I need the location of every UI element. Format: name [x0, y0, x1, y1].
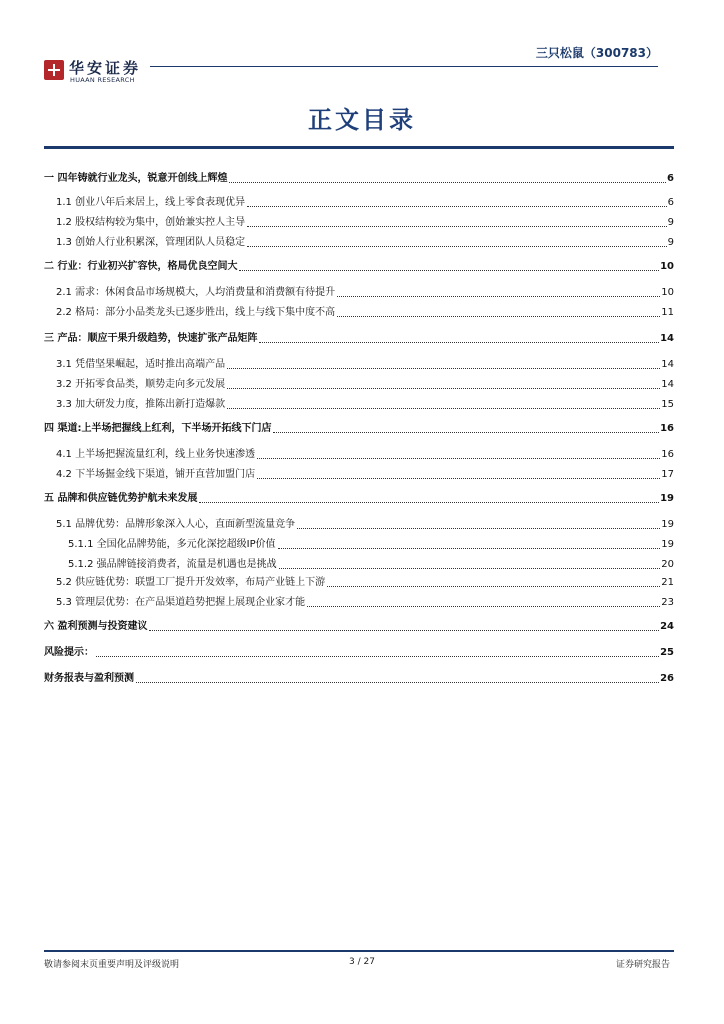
toc-entry[interactable]	[44, 446, 674, 462]
toc-entry-label: 2.1 需求：休闲食品市场规模大，人均消费量和消费额有待提升	[56, 287, 336, 298]
toc-leader-dots	[327, 585, 660, 587]
toc-entry-page: 21	[661, 577, 674, 588]
toc-entry-label: 4.2 下半场掘金线下渠道，铺开直营加盟门店	[56, 469, 256, 480]
toc-entry-label: 3.3 加大研发力度，推陈出新打造爆款	[56, 399, 226, 410]
toc-entry-label: 2.2 格局：部分小品类龙头已逐步胜出，线上与线下集中度不高	[56, 307, 336, 318]
toc-entry-page: 11	[661, 307, 674, 318]
toc-entry[interactable]	[44, 356, 674, 372]
toc-entry-label: 5.2 供应链优势：联盟工厂提升开发效率，布局产业链上下游	[56, 577, 326, 588]
toc-entry[interactable]	[44, 644, 674, 660]
toc-leader-dots	[227, 387, 660, 389]
toc-entry-label: 三 产品：顺应干果升级趋势，快速扩张产品矩阵	[44, 333, 258, 344]
toc-entry[interactable]	[44, 234, 674, 250]
toc-entry[interactable]	[44, 194, 674, 210]
toc-entry-page: 20	[661, 559, 674, 570]
header-divider	[150, 66, 658, 67]
toc-entry-page: 23	[661, 597, 674, 608]
toc-entry[interactable]	[44, 466, 674, 482]
toc-entry-label: 六 盈利预测与投资建议	[44, 621, 148, 632]
toc-entry-page: 10	[660, 261, 674, 272]
toc-leader-dots	[199, 501, 659, 503]
toc-entry-page: 19	[660, 493, 674, 504]
toc-entry-label: 5.1 品牌优势：品牌形象深入人心，直面新型流量竞争	[56, 519, 296, 530]
toc-entry-page: 25	[660, 647, 674, 658]
toc-entry[interactable]	[44, 670, 674, 686]
toc-leader-dots	[259, 341, 659, 343]
toc-entry-page: 14	[661, 379, 674, 390]
toc-entry-label: 财务报表与盈利预测	[44, 673, 134, 684]
toc-leader-dots	[247, 225, 667, 227]
toc-entry-page: 16	[661, 449, 674, 460]
toc-leader-dots	[136, 681, 659, 683]
toc-entry-page: 6	[667, 197, 674, 208]
toc-entry[interactable]	[44, 214, 674, 230]
toc-entry-page: 14	[661, 359, 674, 370]
toc-entry[interactable]	[44, 284, 674, 300]
toc-leader-dots	[337, 315, 660, 317]
footer-doc-type: 证券研究报告	[615, 960, 670, 970]
footer-disclaimer: 敬请参阅末页重要声明及评级说明	[44, 960, 180, 970]
toc-entry-page: 26	[660, 673, 674, 684]
toc-entry-label: 5.1.2 强品牌链接消费者，流量是机遇也是挑战	[68, 559, 277, 570]
toc-leader-dots	[247, 245, 667, 247]
logo-icon	[44, 60, 64, 80]
toc-entry[interactable]	[44, 536, 674, 552]
toc-entry-page: 19	[661, 519, 674, 530]
toc-entry[interactable]	[44, 376, 674, 392]
toc-leader-dots	[273, 431, 659, 433]
toc-leader-dots	[337, 295, 660, 297]
toc-entry-label: 4.1 上半场把握流量红利，线上业务快速渗透	[56, 449, 256, 460]
toc-leader-dots	[279, 567, 661, 569]
toc-entry-label: 1.3 创始人行业积累深，管理团队人员稳定	[56, 237, 246, 248]
toc-entry-page: 9	[667, 237, 674, 248]
toc-entry-label: 5.1.1 全国化品牌势能，多元化深挖超级IP价值	[68, 539, 276, 550]
page-title: 正文目录	[308, 106, 416, 134]
toc-leader-dots	[96, 655, 659, 657]
toc-leader-dots	[227, 367, 660, 369]
toc-entry-page: 16	[660, 423, 674, 434]
toc-entry[interactable]	[44, 396, 674, 412]
toc-leader-dots	[227, 407, 660, 409]
toc-entry-label: 二 行业：行业初兴扩容快，格局优良空间大	[44, 261, 238, 272]
toc-entry-page: 19	[661, 539, 674, 550]
toc-entry[interactable]	[44, 490, 674, 506]
toc-leader-dots	[149, 629, 659, 631]
toc-entry[interactable]	[44, 516, 674, 532]
toc-entry[interactable]	[44, 574, 674, 590]
toc-entry-page: 17	[661, 469, 674, 480]
page-header	[0, 0, 724, 90]
toc-leader-dots	[278, 547, 661, 549]
toc-entry-page: 15	[661, 399, 674, 410]
toc-leader-dots	[239, 269, 659, 271]
toc-entry-page: 9	[667, 217, 674, 228]
toc-entry-label: 风险提示：	[44, 647, 94, 658]
toc-leader-dots	[247, 205, 667, 207]
toc-entry-page: 6	[667, 173, 674, 184]
toc-leader-dots	[307, 605, 660, 607]
footer-divider	[44, 950, 674, 952]
toc-entry[interactable]	[44, 170, 674, 186]
toc-entry[interactable]	[44, 258, 674, 274]
toc-entry-label: 五 品牌和供应链优势护航未来发展	[44, 493, 198, 504]
toc-entry-label: 一 四年铸就行业龙头，锐意开创线上辉煌	[44, 173, 228, 184]
toc-entry-label: 1.1 创业八年后来居上，线上零食表现优异	[56, 197, 246, 208]
toc-leader-dots	[297, 527, 660, 529]
toc-entry[interactable]	[44, 420, 674, 436]
toc-entry[interactable]	[44, 556, 674, 572]
title-divider	[44, 146, 674, 149]
page-number: 3 / 27	[349, 957, 375, 967]
toc-entry[interactable]	[44, 304, 674, 320]
toc-entry-page: 10	[661, 287, 674, 298]
toc-leader-dots	[229, 181, 666, 183]
toc-entry-label: 3.2 开拓零食品类，顺势走向多元发展	[56, 379, 226, 390]
toc-entry-label: 5.3 管理层优势：在产品渠道趋势把握上展现企业家才能	[56, 597, 306, 608]
toc-entry-label: 3.1 凭借坚果崛起，适时推出高端产品	[56, 359, 226, 370]
logo-name: 华安证券	[69, 59, 142, 77]
toc-entry-label: 四 渠道:上半场把握线上红利，下半场开拓线下门店	[44, 423, 272, 434]
toc-leader-dots	[257, 477, 660, 479]
report-title: 三只松鼠（300783）	[535, 46, 658, 60]
toc-entry[interactable]	[44, 330, 674, 346]
toc-entry-page: 14	[660, 333, 674, 344]
toc-leader-dots	[257, 457, 660, 459]
toc-entry[interactable]	[44, 594, 674, 610]
toc-entry[interactable]	[44, 618, 674, 634]
toc-entry-page: 24	[660, 621, 674, 632]
toc-entry-label: 1.2 股权结构较为集中，创始兼实控人主导	[56, 217, 246, 228]
logo-subtitle: HUAAN RESEARCH	[70, 76, 135, 84]
